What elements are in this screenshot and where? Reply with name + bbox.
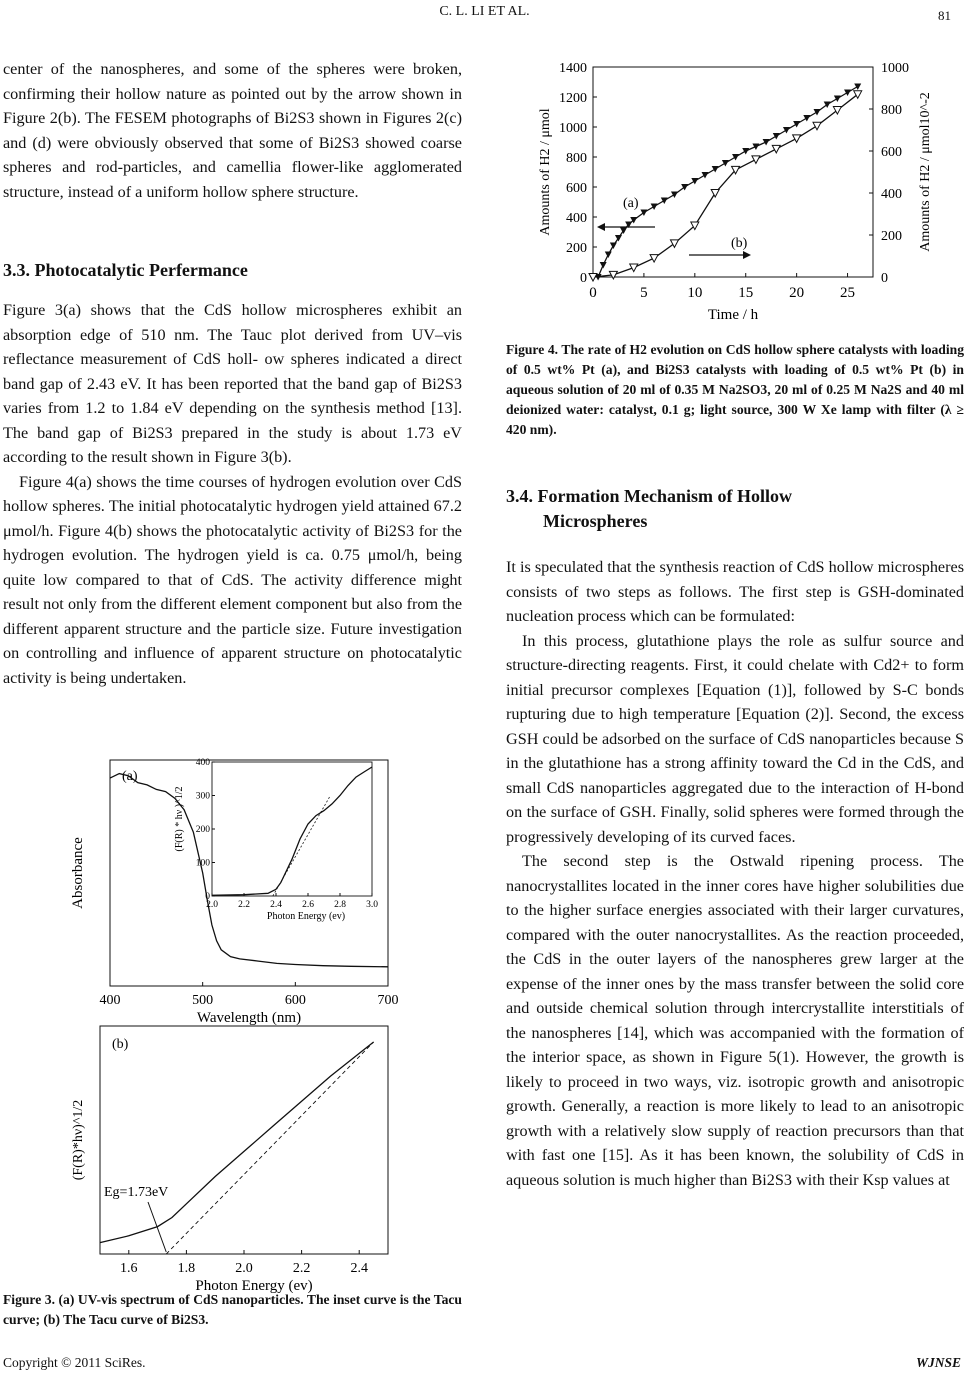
series-a-point <box>732 154 739 161</box>
fig4-y-tick-label: 800 <box>566 151 587 166</box>
panel-a-x-label: Wavelength (nm) <box>196 1010 302 1026</box>
series-a-point <box>773 133 780 140</box>
fig4-y-tick-label: 0 <box>580 271 587 286</box>
fig4-y2-tick-label: 0 <box>881 271 888 286</box>
copyright: Copyright © 2011 SciRes. <box>3 1355 146 1370</box>
figure-3-plot <box>64 748 399 1294</box>
fig4-y2-tick-label: 800 <box>881 103 902 118</box>
left-column-top <box>3 57 462 204</box>
inset-x-tick-label: 2.4 <box>270 900 282 910</box>
inset-x-label: Photon Energy (ev) <box>266 911 346 922</box>
series-b-point <box>793 135 801 143</box>
panel-b-x-tick-label: 1.8 <box>177 1261 196 1276</box>
series-a-point <box>605 252 612 259</box>
left-column-mid <box>3 298 462 690</box>
panel-b-label: (b) <box>112 1037 129 1052</box>
right-para-2: In this process, glutathione plays the role as sulfur source and structure-directing reagents. First, it could chelate with Cd2+ to form initial precursor complexes [Equation (1)], followed by S-C bonds rupturing due to high temperature [Equation (2)]. Second, the excess GSH could be adsorbed on the surface of CdS nanoparticles because S in the glutathione has a strong affinity toward the Cd in the CdS, and small CdS nanoparticles aggregated due to the interaction of H-bond on the surface of GSH. Finally, solid spheres were formed through the progressively developing of its curved faces. <box>506 631 964 846</box>
fig4-x-label: Time / h <box>707 307 759 323</box>
panel-b-x-tick-label: 2.2 <box>292 1261 311 1276</box>
series-b-point <box>711 190 719 198</box>
fig4-x-tick-label: 0 <box>589 285 597 301</box>
fig4-x-tick-label: 15 <box>738 285 754 301</box>
section-33-title: 3.3. Photocatalytic Perfermance <box>3 260 248 280</box>
fig4-x-tick-label: 10 <box>687 285 703 301</box>
series-b-point <box>630 264 638 272</box>
series-a-point <box>610 243 617 250</box>
series-a-arrowhead <box>597 223 605 231</box>
section-33 <box>3 258 462 283</box>
fig4-y-tick-label: 1400 <box>559 61 587 76</box>
panel-b-y-label: (F(R)*hν)^1/2 <box>71 1099 86 1181</box>
series-b-arrowhead <box>743 251 751 259</box>
inset-y-tick-label: 200 <box>195 825 210 835</box>
series-a-point <box>763 139 770 146</box>
series-a-point <box>814 109 821 116</box>
right-para-1: It is speculated that the synthesis reaction of CdS hollow microspheres consists of two steps as follows. The first step is GSH-dominated nucleation process which can be formulated: <box>506 558 964 625</box>
panel-b-x-tick-label: 2.4 <box>350 1261 368 1276</box>
series-a-point <box>651 204 658 211</box>
inset-x-tick-label: 2.8 <box>334 900 346 910</box>
inset-y-tick-label: 400 <box>195 758 210 768</box>
panel-a-y-label: Absorbance <box>70 837 86 909</box>
series-a-point <box>722 160 729 167</box>
section-34 <box>506 484 964 534</box>
fig4-y2-tick-label: 600 <box>881 145 902 160</box>
series-a-point <box>702 172 709 179</box>
fig4-y-tick-label: 1000 <box>559 121 587 136</box>
panel-b-curve <box>100 1042 374 1243</box>
series-b-line <box>593 94 858 277</box>
left-para-1: center of the nanospheres, and some of the spheres were broken, confirming their hollow nature as pointed out by the arrow shown in Figure 2(b). The FESEM photographs of Bi2S3 shown in Figures 2(c) and (d) were obviously observed that some of Bi2S3 showed coarse spheres and rod-particles, and camellia flower-like agglomerated structure, instead of a uniform hollow sphere structure. <box>3 60 462 201</box>
panel-b-x-label: Photon Energy (ev) <box>195 1278 313 1294</box>
fig4-y2-tick-label: 200 <box>881 229 902 244</box>
fig4-y2-label: Amounts of H2 / μmol10^-2 <box>918 92 933 252</box>
panel-b-frame <box>100 1026 388 1254</box>
series-a-point <box>803 115 810 122</box>
inset-x-tick-label: 3.0 <box>366 900 378 910</box>
series-a-point <box>783 127 790 134</box>
left-para-2: Figure 3(a) shows that the CdS hollow microspheres exhibit an absorption edge of 510 nm. The Tauc plot derived from UV–vis reflectance measurement of CdS holl- ow spheres indicated a direct band gap of 2.43 eV. It has been reported that the band gap of Bi2S3 varies from 1.2 to 1.84 eV depending on the synthesis method [13]. The band gap of Bi2S3 prepared in the study is about 1.73 eV according to the result shown in Figure 3(b). <box>3 301 462 466</box>
fig4-x-tick-label: 5 <box>640 285 648 301</box>
series-b-label: (b) <box>731 236 748 251</box>
fig4-y2-tick-label: 1000 <box>881 61 909 76</box>
series-a-line <box>598 87 858 278</box>
page-number: 81 <box>938 8 951 23</box>
panel-a-x-tick-label: 600 <box>284 993 306 1008</box>
series-a-point <box>712 166 719 173</box>
section-34-title-line2: Microspheres <box>543 511 648 531</box>
panel-b-annotation: Eg=1.73eV <box>104 1185 169 1200</box>
series-a-point <box>752 144 759 151</box>
fig4-y-tick-label: 200 <box>566 241 587 256</box>
inset-y-label: (F(R) * hν )^1/2 <box>174 786 185 852</box>
series-a-label: (a) <box>623 196 639 211</box>
series-a-point <box>844 90 851 97</box>
figure-4-plot <box>535 53 935 325</box>
inset-x-tick-label: 2.6 <box>302 900 314 910</box>
fig4-y-tick-label: 1200 <box>559 91 587 106</box>
left-para-3: Figure 4(a) shows the time courses of hydrogen evolution over CdS hollow spheres. The initial photocatalytic hydrogen yield attained 67.2 μmol/h. Figure 4(b) shows the photocatalytic activity of Bi2S3 for the hydrogen evolution. The hydrogen yield is ca. 0.75 μmol/h, being quite low compared to that of CdS. The activity difference might result not only from the different element component but also from the different apparent structure and the particle size. Future investigation on controlling and influence of apparent structure on photocatalytic activity is being undertaken. <box>3 472 462 687</box>
inset-x-tick-label: 2.2 <box>238 900 250 910</box>
right-column-body <box>506 555 964 1192</box>
fig4-y-tick-label: 600 <box>566 181 587 196</box>
inset-x-tick-label: 2.0 <box>206 900 218 910</box>
fig4-y2-tick-label: 400 <box>881 187 902 202</box>
figure-4 <box>535 53 935 325</box>
figure-4-caption: Figure 4. The rate of H2 evolution on CdS hollow sphere catalysts with loading of 0.5 wt% Pt (a), and Bi2S3 catalysts with loading of 0.5 wt% Pt (b) in aqueous solution of 20 ml of 0.35 M Na2SO3, 20 ml of 0.25 M Na2S and 40 ml deionized water: catalyst, 0.1 g; light source, 300 W Xe lamp with filter (λ ≥ 420 nm). <box>506 342 964 437</box>
series-a-point <box>834 96 841 103</box>
page-header <box>0 4 969 24</box>
series-a-point <box>661 198 668 205</box>
inset-y-tick-label: 0 <box>205 892 210 902</box>
series-a-point <box>854 84 861 91</box>
panel-b-x-tick-label: 2.0 <box>235 1261 253 1276</box>
panel-a-x-tick-label: 400 <box>99 993 121 1008</box>
figure-3-caption: Figure 3. (a) UV-vis spectrum of CdS nanoparticles. The inset curve is the Tacu curve; (b) The Tacu curve of Bi2S3. <box>3 1292 462 1327</box>
series-a-point <box>742 148 749 155</box>
panel-a-label: (a) <box>122 769 138 784</box>
series-b-point <box>670 240 678 248</box>
fig4-x-tick-label: 20 <box>789 285 805 301</box>
section-34-title-line1: 3.4. Formation Mechanism of Hollow <box>506 486 792 506</box>
fig4-x-tick-label: 25 <box>840 285 856 301</box>
journal-name: WJNSE <box>915 1355 961 1370</box>
panel-a-x-tick-label: 700 <box>377 993 399 1008</box>
figure-3 <box>64 748 399 1294</box>
series-b-point <box>813 122 821 130</box>
panel-a-x-tick-label: 500 <box>192 993 214 1008</box>
series-b-point <box>650 255 658 263</box>
series-b-point <box>772 145 780 153</box>
fig4-y-tick-label: 400 <box>566 211 587 226</box>
series-b-point <box>752 156 760 164</box>
right-para-3: The second step is the Ostwald ripening process. The nanocrystallites located in the inner cores have higher solubilities due to the higher surface energies associated with their larger curvatures, compared with the outer nanocrystallites. As the reaction proceeded, the CdS in the outer layers of the nanospheres grew larger at the expense of the inner ones by the mass transfer between the solid core and outside chemical solution through intercrystallite interstitials of the nanospheres [14], which was accompanied with the formation of the interior space, as shown in Figure 5(1). However, the growth is likely to proceed in two ways, viz. isotropic growth and anisotropic growth. Generally, a reaction is more likely to lead to an anisotropic growth with a relatively slow supply of reaction precursors than that with fast one [15]. As it has been known, the solubility of CdS in aqueous solution is much higher than Bi2S3 with their Ksp values at <box>506 852 964 1189</box>
panel-b-tangent-line <box>166 1042 373 1254</box>
series-a-point <box>671 192 678 199</box>
inset-frame <box>212 762 372 896</box>
series-a-point <box>600 262 607 269</box>
series-a-point <box>691 178 698 185</box>
inset-y-tick-label: 100 <box>195 858 210 869</box>
series-a-point <box>793 121 800 128</box>
fig4-y-label: Amounts of H2 / μmol <box>538 108 553 236</box>
panel-b-x-tick-label: 1.6 <box>120 1261 138 1276</box>
panel-b-annotation-arrow <box>148 1202 166 1252</box>
inset-y-tick-label: 300 <box>195 791 210 802</box>
running-head: C. L. LI ET AL. <box>439 4 530 19</box>
